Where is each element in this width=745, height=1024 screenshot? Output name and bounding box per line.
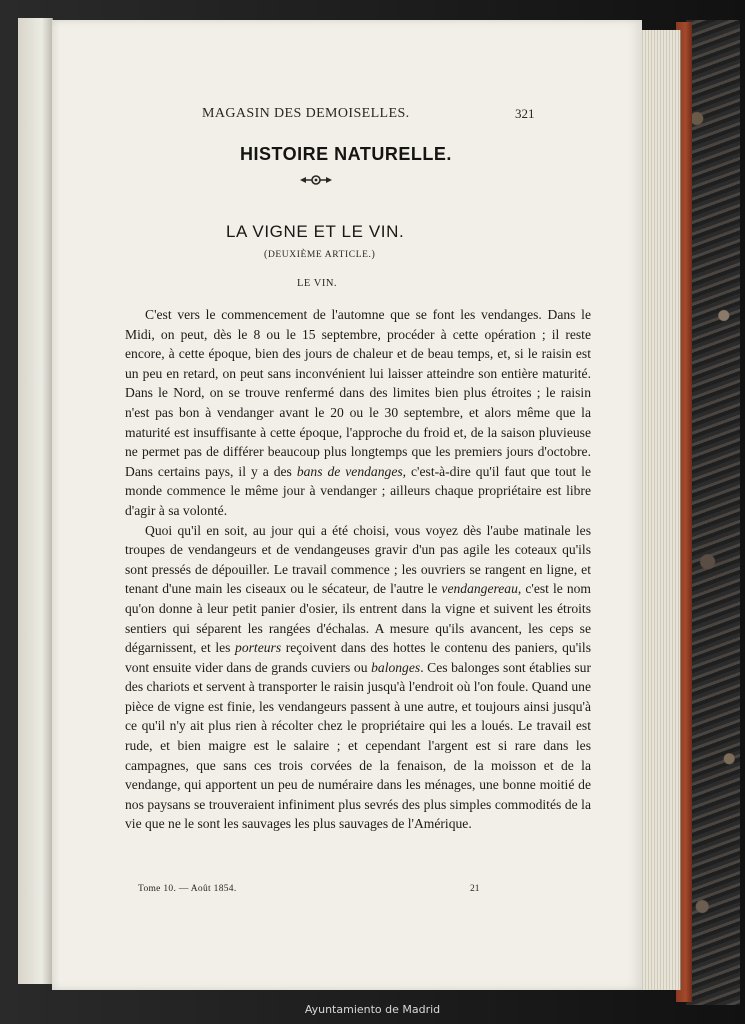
italic-term: balonges <box>371 659 421 675</box>
footer-signature: 21 <box>470 884 480 894</box>
paragraph <box>125 305 591 521</box>
text-run: , c'est le nom qu'on donne à leur petit panier d'osier, ils entrent dans la vigne et suivent les étroits sentiers qui séparent les rangées d'échalas. A mesure qu'ils avancent, les ceps se dégarnissent, et les <box>125 581 591 656</box>
subtitle-close-paren: ) <box>371 249 376 260</box>
fleuron-ornament-icon <box>298 174 334 186</box>
italic-term: bans de vendanges <box>296 463 403 479</box>
subtitle-open-paren: ( <box>264 249 268 260</box>
page-number: 321 <box>515 106 535 121</box>
text-run: , c'est-à-dire qu'il faut que tout le monde commence le même jour à vendanger ; ailleurs chaque propriétaire est libre d'agir à sa volonté. <box>125 463 591 518</box>
marbled-cover-board <box>686 20 740 1005</box>
article-body <box>125 305 591 834</box>
text-run: Quoi qu'il en soit, au jour qui a été choisi, vous voyez dès l'aube matinale les troupes de vendangeurs et de vendangeuses gravir d'un pas agile les coteaux qu'ils sont pressés de dépouiller. Le travail commence ; les ouvriers se rangent en ligne, et tenant d'une main les ciseaux ou le sécateur, de l'autre le <box>125 522 591 597</box>
watermark: Ayuntamiento de Madrid <box>304 1003 441 1016</box>
page-stack-edge <box>640 30 681 990</box>
paragraph <box>125 521 591 835</box>
italic-term: porteurs <box>235 640 282 656</box>
footer-volume: Tome 10. — Août 1854. <box>138 884 237 894</box>
book-page <box>52 20 642 990</box>
text-run: . Ces balonges sont établies sur des chariots et servent à transporter le raisin jusqu'à l'endroit où l'on foule. Quand une pièce de vigne est finie, les vendangeurs passent à une autre, et toujours ainsi jusqu'à ce qu'il n'y ait plus rien à récolter chez le propriétaire qui les a loués. Le travail est rude, et bien maigre est le salaire ; et cependant l'argent est si rare dans les campagnes, que sans ces trois corvées de la fenaison, de la moisson et de la vendange, qui apportent un peu de numéraire dans les ménages, une bonne moitié de nos paysans se trouveraient infiniment plus sevrés des plus simples commodités de la vie que ne le sont les sauvages les plus sauvages de l'Amérique. <box>125 659 592 832</box>
text-run: reçoivent dans des hottes le contenu des paniers, qu'ils vont ensuite vider dans de grands cuviers ou <box>125 640 591 675</box>
section-title: HISTOIRE NATURELLE. <box>240 144 452 164</box>
article-subhead: LE VIN. <box>297 278 338 289</box>
previous-page-edge <box>18 18 53 984</box>
article-title: LA VIGNE ET LE VIN. <box>226 222 405 241</box>
text-run: C'est vers le commencement de l'automne que se font les vendanges. Dans le Midi, on peut, dès le 8 ou le 15 septembre, procéder à cette opération ; il reste encore, à cette époque, bien des jours de chaleur et de beau temps, et, si le raisin est un peu en retard, on peut sans inconvénient lui laisser atteindre son entière maturité. Dans le Nord, on se trouve renfermé dans des limites bien plus étroites ; le raisin n'est pas bon à vendanger avant le 20 ou le 30 septembre, et alors même que la maturité est insuffisante à cette époque, l'approche du froid et, de la saison pluvieuse ne permet pas de différer beaucoup plus longtemps que les premiers jours d'octobre. Dans certains pays, il y a des <box>125 307 591 479</box>
running-head: MAGASIN DES DEMOISELLES. <box>202 106 410 121</box>
subtitle-text: DEUXIÈME ARTICLE. <box>267 250 372 260</box>
italic-term: vendangereau <box>441 581 518 597</box>
article-subtitle <box>264 249 375 260</box>
